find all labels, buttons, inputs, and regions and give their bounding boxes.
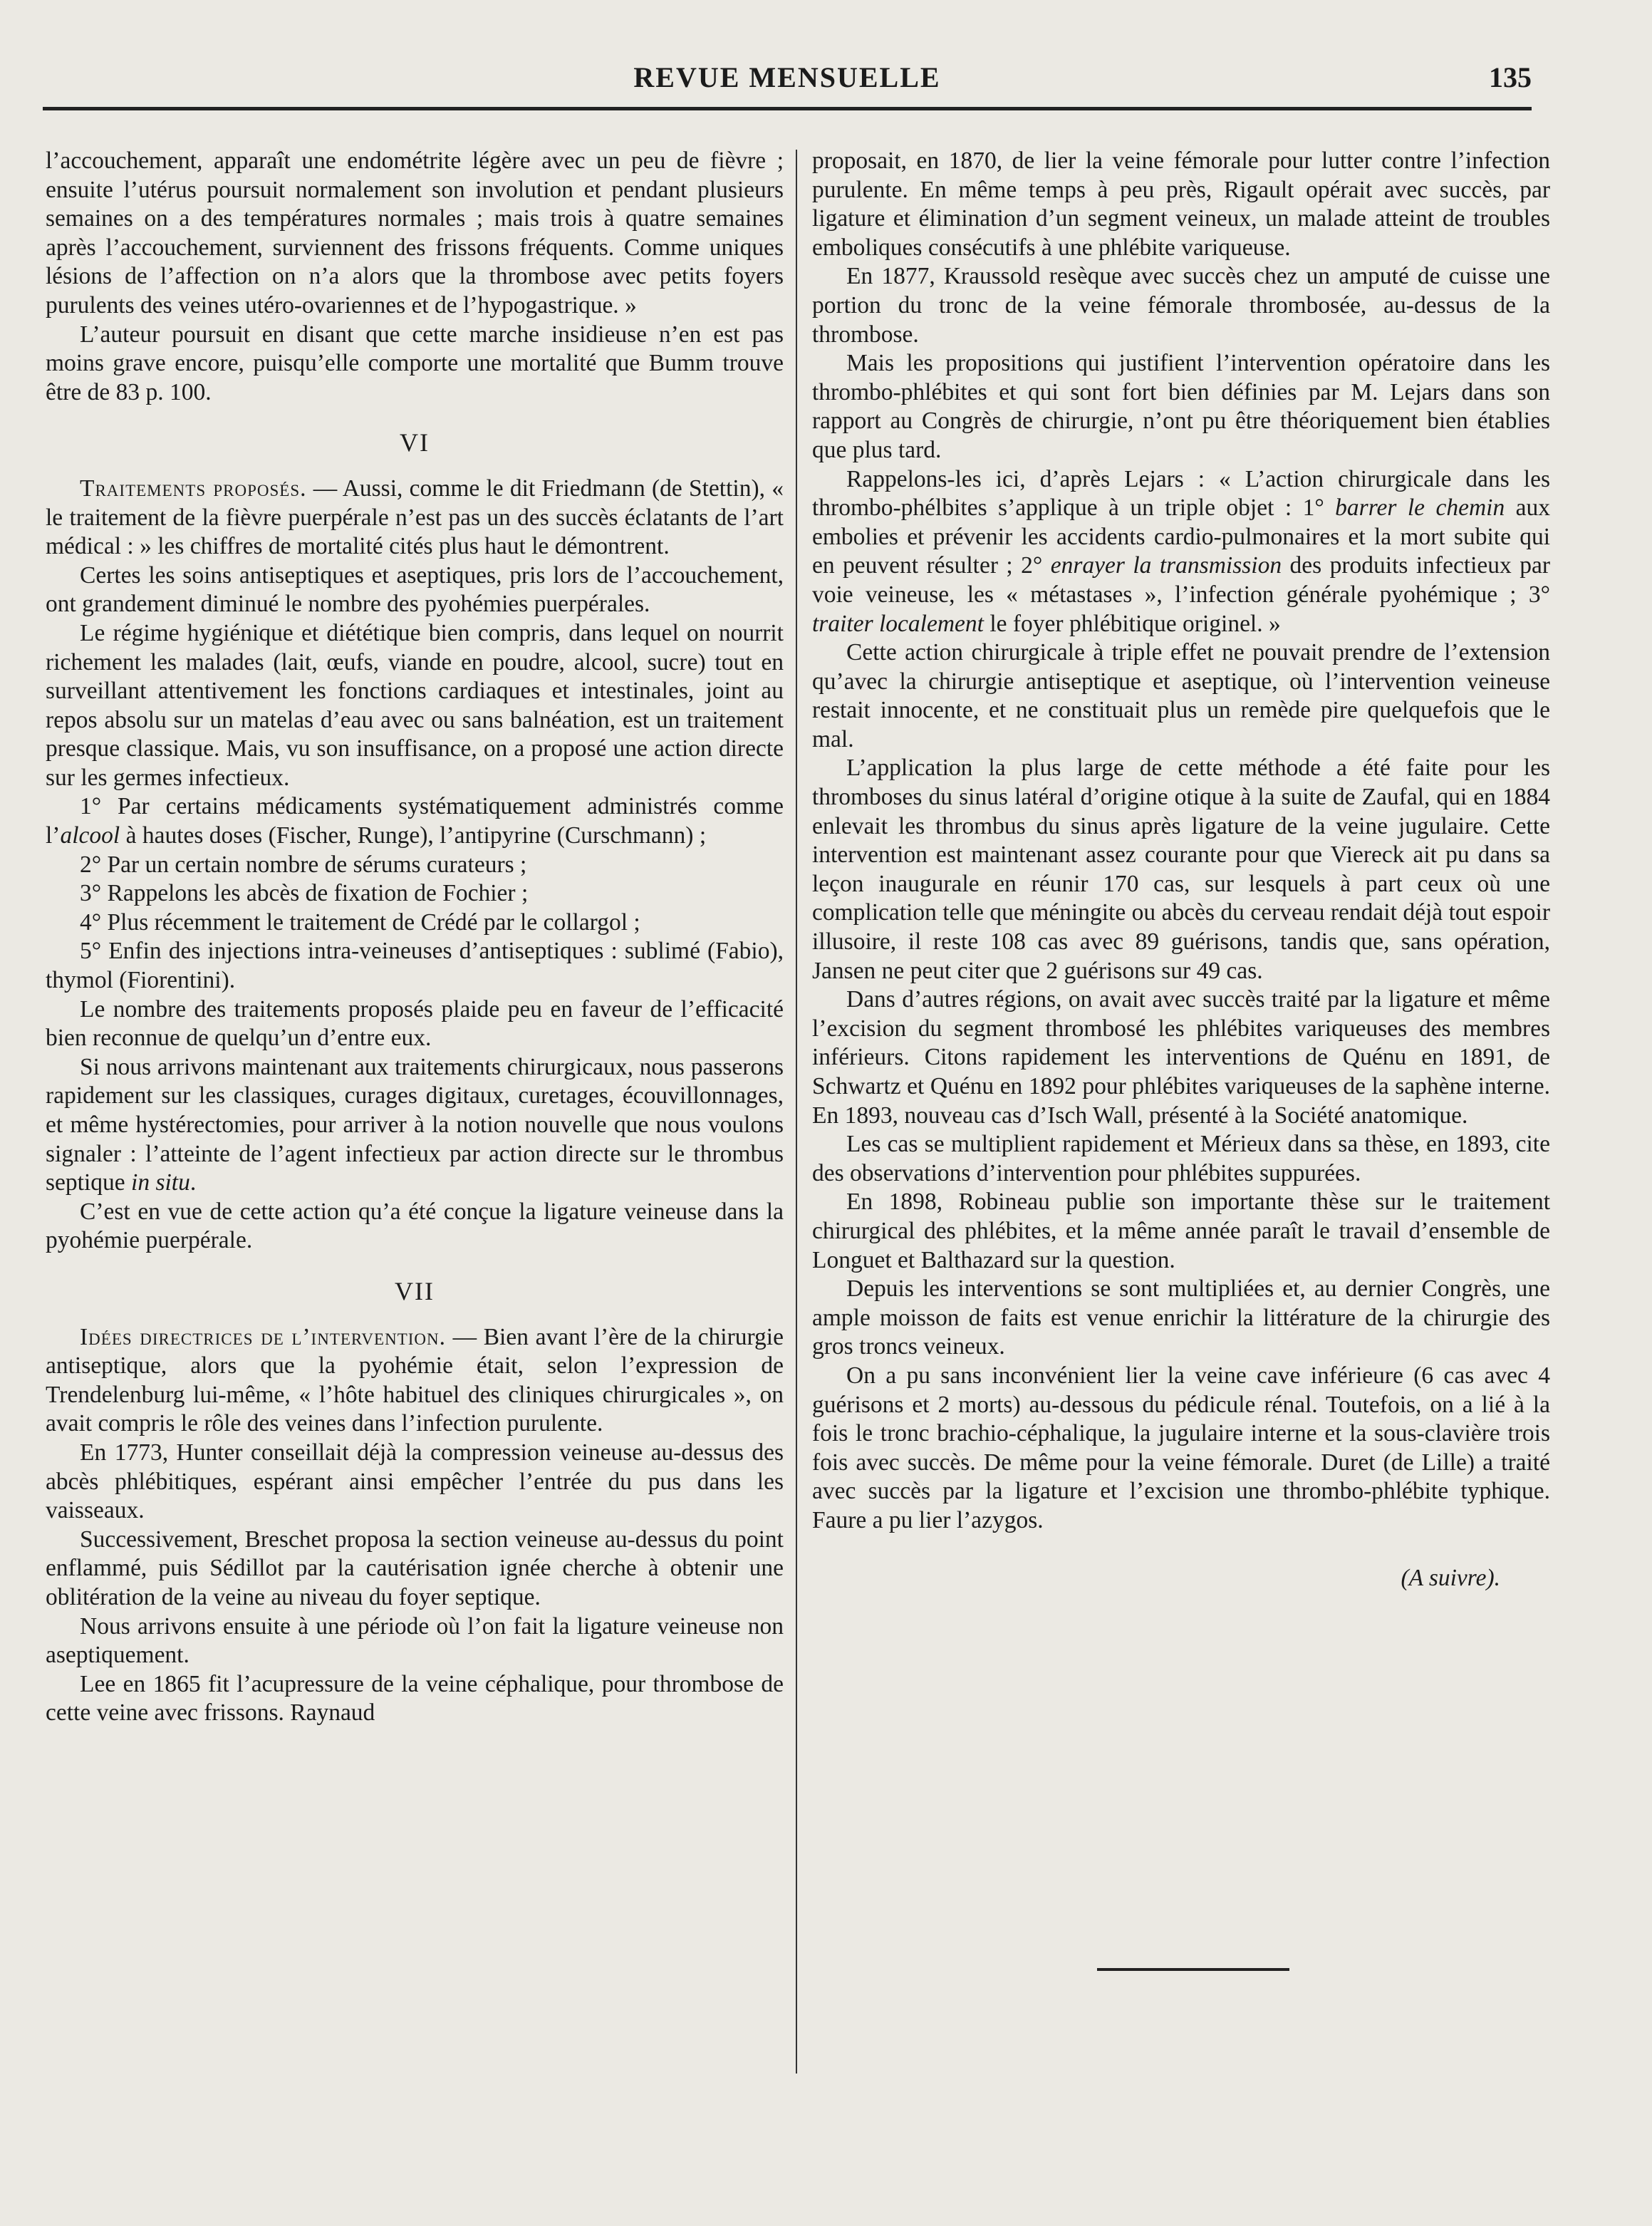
paragraph-text: à hautes doses (Fischer, Runge), l’antipyrine (Curschmann) ;: [120, 822, 707, 849]
paragraph-text: — Aussi, comme le dit Friedmann (de Stettin), « le traitement de la fièvre puerpérale n’est pas un des succès éclatants de l’art médical : » les chiffres de mortalité cités plus haut le démontrent.: [46, 475, 784, 560]
paragraph: Certes les soins antiseptiques et aseptiques, pris lors de l’accouchement, ont grandement diminué le nombre des pyohémies puerpérales.: [46, 561, 784, 618]
paragraph-text: le foyer phlébitique originel. »: [983, 610, 1281, 637]
paragraph: En 1898, Robineau publie son importante thèse sur le traitement chirurgical des phlébites, et la même année paraît le travail d’ensemble de Longuet et Balthazard sur la question.: [812, 1189, 1550, 1273]
paragraph-text: .: [189, 1169, 197, 1196]
paragraph: Dans d’autres régions, on avait avec succès traité par la ligature et même l’excision du segment thrombosé les phlébites variqueuses des membres inférieurs. Citons rapidement les interventions de Quénu en 1891, de Schwartz et Quénu en 1892 pour phlébites variqueuses de la saphène interne. En 1893, nouveau cas d’Isch Wall, présenté à la Société anatomique.: [812, 986, 1550, 1129]
italic-text: enrayer la transmission: [1050, 552, 1282, 579]
paragraph: En 1773, Hunter conseillait déjà la compression veineuse au-dessus des abcès phlébitiques, espérant ainsi empêcher l’entrée du pus dans les vaisseaux.: [46, 1439, 784, 1524]
paragraph: [46, 1323, 784, 1439]
column-divider: [796, 150, 797, 2074]
paragraph: Depuis les interventions se sont multipliées et, au dernier Congrès, une ample moisson de faits est venue enrichir la littérature de la chirurgie des gros troncs veineux.: [812, 1275, 1550, 1360]
paragraph-text: des produits infectieux par voie veineuse, les « métastases », l’infection générale pyohémique ; 3°: [812, 552, 1551, 608]
paragraph: [46, 1053, 784, 1198]
paragraph: proposait, en 1870, de lier la veine fémorale pour lutter contre l’infection purulente. En même temps à peu près, Rigault opérait avec succès, par ligature et élimination d’un segment veineux, un malade atteint de troubles emboliques consécutifs à une phlébite variqueuse.: [812, 147, 1550, 261]
paragraph: Cette action chirurgicale à triple effet ne pouvait prendre de l’extension qu’avec la chirurgie antiseptique et aseptique, où l’intervention veineuse restait innocente, et ne constituait plus un remède pire quelquefois que le mal.: [812, 639, 1550, 752]
paragraph: [812, 465, 1550, 639]
paragraph-text: — Bien avant l’ère de la chirurgie antiseptique, alors que la pyohémie était, selon l’expression de Trendelenburg lui-même, « l’hôte habituel des cliniques chirurgicales », on avait compris le rôle des veines dans l’infection purulente.: [46, 1323, 784, 1437]
paragraph: On a pu sans inconvénient lier la veine cave inférieure (6 cas avec 4 guérisons et 2 morts) au-dessous du pédicule rénal. Toutefois, on a lié à la fois le tronc brachio-céphalique, la jugulaire interne et la sous-clavière trois fois avec succès. De même pour la veine fémorale. Duret (de Lille) a traité avec succès par la ligature et l’excision une thrombo-phlébite typhique. Faure a pu lier l’azygos.: [812, 1362, 1550, 1533]
end-rule: [1097, 1968, 1289, 1971]
left-column: [46, 147, 784, 1728]
header-rule: [43, 107, 1532, 110]
italic-text: alcool: [60, 822, 120, 849]
italic-text: traiter localement: [812, 610, 984, 637]
paragraph-text: aux embolies et prévenir les accidents cardio-pulmonaires et la mort subite qui en peuvent résulter ; 2°: [812, 495, 1551, 579]
list-item: 3° Rappelons les abcès de fixation de Fochier ;: [80, 880, 529, 907]
italic-text: in situ: [131, 1169, 190, 1196]
section-lead: Traitements proposés.: [80, 475, 307, 502]
paragraph: L’auteur poursuit en disant que cette marche insidieuse n’en est pas moins grave encore, puisqu’elle comporte une mortalité que Bumm trouve être de 83 p. 100.: [46, 321, 784, 405]
paragraph: Le nombre des traitements proposés plaide peu en faveur de l’efficacité bien reconnue de quelqu’un d’entre eux.: [46, 995, 784, 1052]
paragraph-text: Si nous arrivons maintenant aux traitements chirurgicaux, nous passerons rapidement sur les classiques, curages digitaux, curetages, écouvillonnages, et même hystérectomies, pour arriver à la notion nouvelle que nous voulons signaler : l’atteinte de l’agent infectieux par action directe sur le thrombus septique: [46, 1053, 784, 1196]
paragraph: L’application la plus large de cette méthode a été faite pour les thromboses du sinus latéral d’origine otique à la suite de Zaufal, qui en 1884 enlevait les thrombus du sinus après ligature de la veine jugulaire. Cette intervention est maintenant assez courante pour que Viereck ait pu dans sa leçon inaugurale en réunir 170 cas, sur lesquels à part ceux où une complication telle que méningite ou abcès du cerveau rendait déjà tout espoir illusoire, il reste 108 cas avec 89 guérisons, tandis que, sans opération, Jansen ne peut citer que 2 guérisons sur 49 cas.: [812, 755, 1550, 984]
right-column: [812, 147, 1550, 1593]
paragraph-text: Rappelons-les ici, d’après Lejars : « L’action chirurgicale dans les thrombo-phélbites s’applique à un triple objet : 1°: [812, 465, 1550, 522]
paragraph: l’accouchement, apparaît une endométrite légère avec un peu de fièvre ; ensuite l’utérus poursuit normalement son involution et pendant plusieurs semaines on a des températures normales ; mais trois à quatre semaines après l’accouchement, surviennent des frissons fréquents. Comme uniques lésions de l’affection on n’a alors que la thrombose avec petits foyers purulents des veines utéro-ovariennes et de l’hypogastrique. »: [46, 147, 784, 319]
paragraph-text: 1° Par certains médicaments systématiquement administrés comme l’: [46, 793, 784, 849]
paragraph: Les cas se multiplient rapidement et Mérieux dans sa thèse, en 1893, cite des observations d’intervention pour phlébites suppurées.: [812, 1131, 1550, 1186]
page-header: [43, 61, 1532, 103]
running-title: REVUE MENSUELLE: [633, 61, 941, 93]
list-item: [46, 792, 784, 850]
paragraph: [46, 475, 784, 561]
paragraph: Lee en 1865 fit l’acupressure de la veine céphalique, pour thrombose de cette veine avec frissons. Raynaud: [46, 1670, 784, 1727]
list-item: 5° Enfin des injections intra-veineuses d’antiseptiques : sublimé (Fabio), thymol (Fiorentini).: [46, 938, 784, 994]
paragraph: Successivement, Breschet proposa la section veineuse au-dessus du point enflammé, puis Sédillot par la cautérisation ignée cherche à obtenir une oblitération de la veine au niveau du foyer septique.: [46, 1526, 784, 1610]
page-number: 135: [1489, 61, 1532, 93]
section-heading: VII: [395, 1276, 435, 1305]
italic-text: barrer le chemin: [1335, 495, 1505, 522]
paragraph: Mais les propositions qui justifient l’intervention opératoire dans les thrombo-phlébites et qui sont fort bien définies par M. Lejars dans son rapport au Congrès de chirurgie, n’ont pu être théoriquement bien établies que plus tard.: [812, 350, 1550, 463]
list-item: 2° Par un certain nombre de sérums curateurs ;: [80, 851, 527, 878]
section-lead: Idées directrices de l’intervention.: [80, 1323, 446, 1350]
to-be-continued: (A suivre).: [1401, 1564, 1500, 1591]
section-heading: VI: [400, 428, 430, 457]
list-item: 4° Plus récemment le traitement de Crédé par le collargol ;: [80, 908, 640, 936]
paragraph: Nous arrivons ensuite à une période où l’on fait la ligature veineuse non aseptiquement.: [46, 1612, 784, 1669]
paragraph: En 1877, Kraussold resèque avec succès chez un amputé de cuisse une portion du tronc de la veine fémorale thrombosée, au-dessus de la thrombose.: [812, 263, 1550, 348]
paragraph: Le régime hygiénique et diététique bien compris, dans lequel on nourrit richement les malades (lait, œufs, viande en poudre, alcool, sucre) tout en surveillant attentivement les fonctions cardiaques et intestinales, joint au repos absolu sur un matelas d’eau avec ou sans balnéation, est un traitement presque classique. Mais, vu son insuffisance, on a proposé une action directe sur les germes infectieux.: [46, 619, 784, 791]
paragraph: C’est en vue de cette action qu’a été conçue la ligature veineuse dans la pyohémie puerpérale.: [46, 1198, 784, 1254]
